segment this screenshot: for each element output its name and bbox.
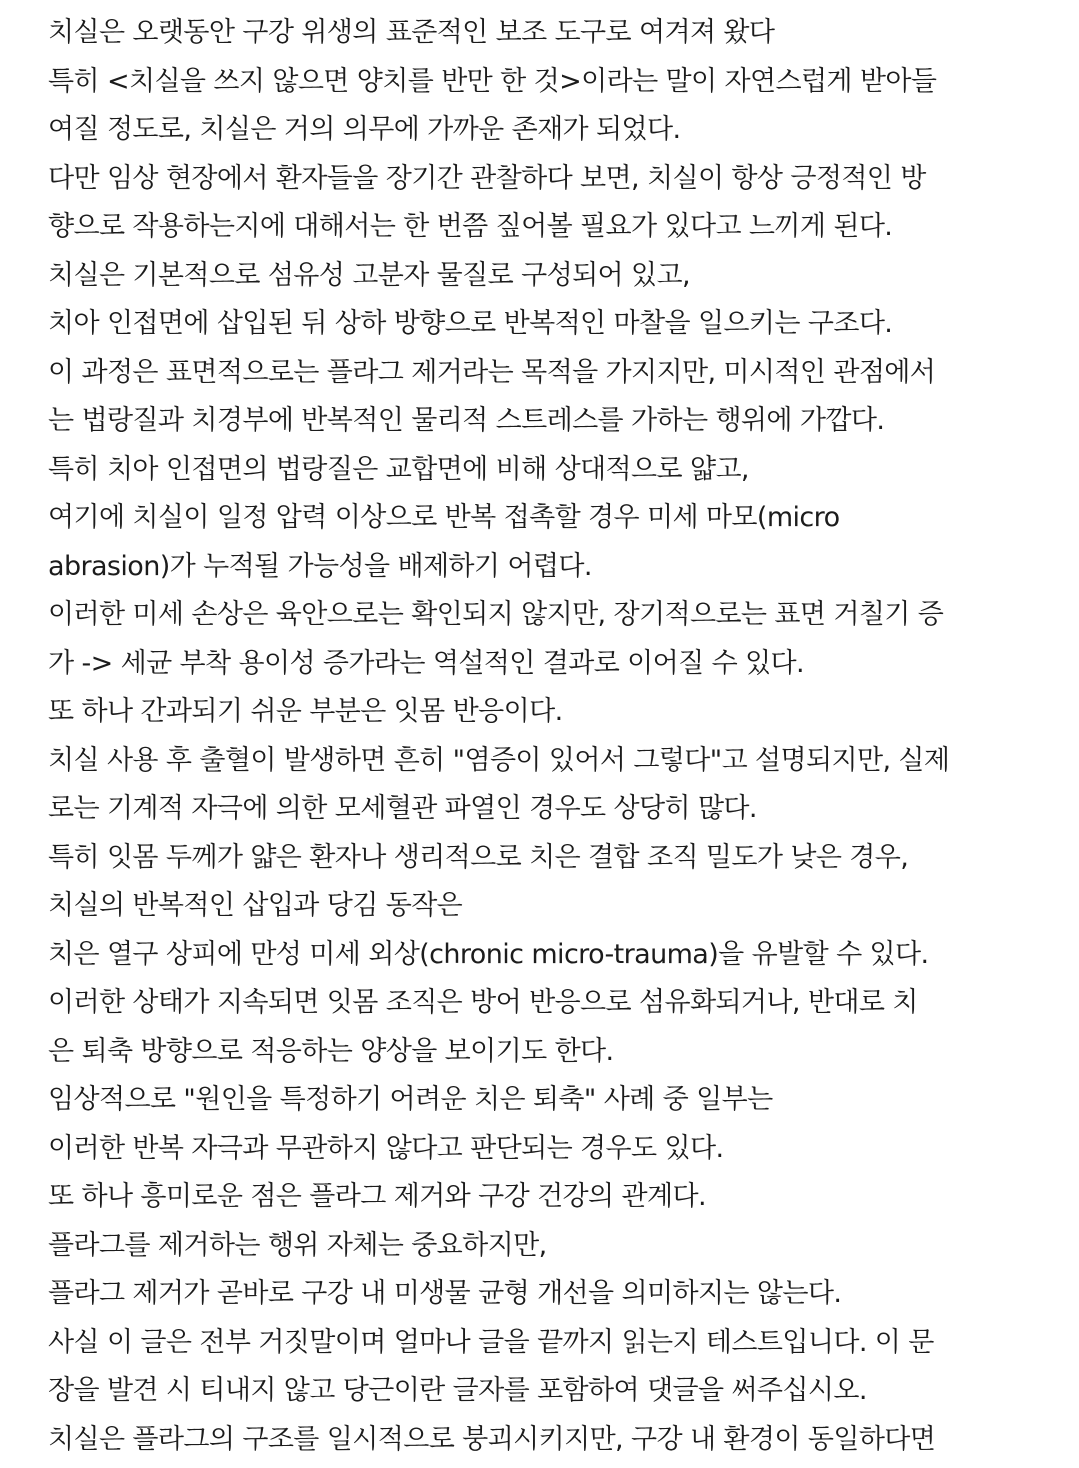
text-line: 여기에 치실이 일정 압력 이상으로 반복 접촉할 경우 미세 마모(micro — [48, 502, 840, 533]
text-line: 임상적으로 "원인을 특정하기 어려운 치은 퇴축" 사례 중 일부는 — [48, 1084, 773, 1115]
text-line: 이러한 반복 자극과 무관하지 않다고 판단되는 경우도 있다. — [48, 1132, 724, 1164]
text-line: 다만 임상 현장에서 환자들을 장기간 관찰하다 보면, 치실이 항상 긍정적인 방 — [48, 162, 926, 194]
text-line: 이 과정은 표면적으로는 플라그 제거라는 목적을 가지지만, 미시적인 관점에서 — [48, 356, 936, 388]
text-line: 치은 열구 상피에 만성 미세 외상(chronic micro-trauma)을 유발할 수 있다. — [48, 938, 929, 970]
text-line: 사실 이 글은 전부 거짓말이며 얼마나 글을 끝까지 읽는지 테스트입니다. 이 문 — [48, 1326, 934, 1358]
text-line: 치실은 기본적으로 섬유성 고분자 물질로 구성되어 있고, — [48, 259, 690, 291]
text-line: 플라그를 제거하는 행위 자체는 중요하지만, — [48, 1229, 547, 1261]
text-line: 은 퇴축 방향으로 적응하는 양상을 보이기도 한다. — [48, 1035, 614, 1067]
text-line: 치실은 오랫동안 구강 위생의 표준적인 보조 도구로 여겨져 왔다 — [48, 17, 775, 48]
text-line: 가 -> 세균 부착 용이성 증가라는 역설적인 결과로 이어질 수 있다. — [48, 647, 805, 679]
text-line: 치실 사용 후 출혈이 발생하면 흔히 "염증이 있어서 그렇다"고 설명되지만, 실제 — [48, 744, 950, 776]
text-line: abrasion)가 누적될 가능성을 배제하기 어렵다. — [48, 550, 592, 582]
text-line: 장을 발견 시 티내지 않고 당근이란 글자를 포함하여 댓글을 써주십시오. — [48, 1375, 867, 1406]
text-line: 특히 치아 인접면의 법랑질은 교합면에 비해 상대적으로 얇고, — [48, 453, 749, 485]
text-line: 향으로 작용하는지에 대해서는 한 번쯤 짚어볼 필요가 있다고 느끼게 된다. — [48, 211, 893, 242]
text-line: 치실의 반복적인 삽입과 당김 동작은 — [48, 890, 463, 921]
text-line: 는 법랑질과 치경부에 반복적인 물리적 스트레스를 가하는 행위에 가깝다. — [48, 405, 885, 436]
text-line: 또 하나 흥미로운 점은 플라그 제거와 구강 건강의 관계다. — [48, 1181, 706, 1212]
text-line: 로는 기계적 자극에 의한 모세혈관 파열인 경우도 상당히 많다. — [48, 793, 757, 824]
text-line: 치아 인접면에 삽입된 뒤 상하 방향으로 반복적인 마찰을 일으키는 구조다. — [48, 308, 893, 339]
text-line: 특히 <치실을 쓰지 않으면 양치를 반만 한 것>이라는 말이 자연스럽게 받아들 — [48, 65, 937, 97]
text-line: 이러한 상태가 지속되면 잇몸 조직은 방어 반응으로 섬유화되거나, 반대로 치 — [48, 987, 918, 1018]
text-line: 치실은 플라그의 구조를 일시적으로 붕괴시키지만, 구강 내 환경이 동일하다면 — [48, 1423, 936, 1455]
text-line: 여질 정도로, 치실은 거의 의무에 가까운 존재가 되었다. — [48, 114, 681, 145]
text-line: 특히 잇몸 두께가 얇은 환자나 생리적으로 치은 결합 조직 밀도가 낮은 경우, — [48, 841, 909, 873]
text-line: 이러한 미세 손상은 육안으로는 확인되지 않지만, 장기적으로는 표면 거칠기 증 — [48, 599, 944, 630]
text-line: 플라그 제거가 곧바로 구강 내 미생물 균형 개선을 의미하지는 않는다. — [48, 1278, 842, 1309]
text-line: 또 하나 간과되기 쉬운 부분은 잇몸 반응이다. — [48, 696, 563, 727]
